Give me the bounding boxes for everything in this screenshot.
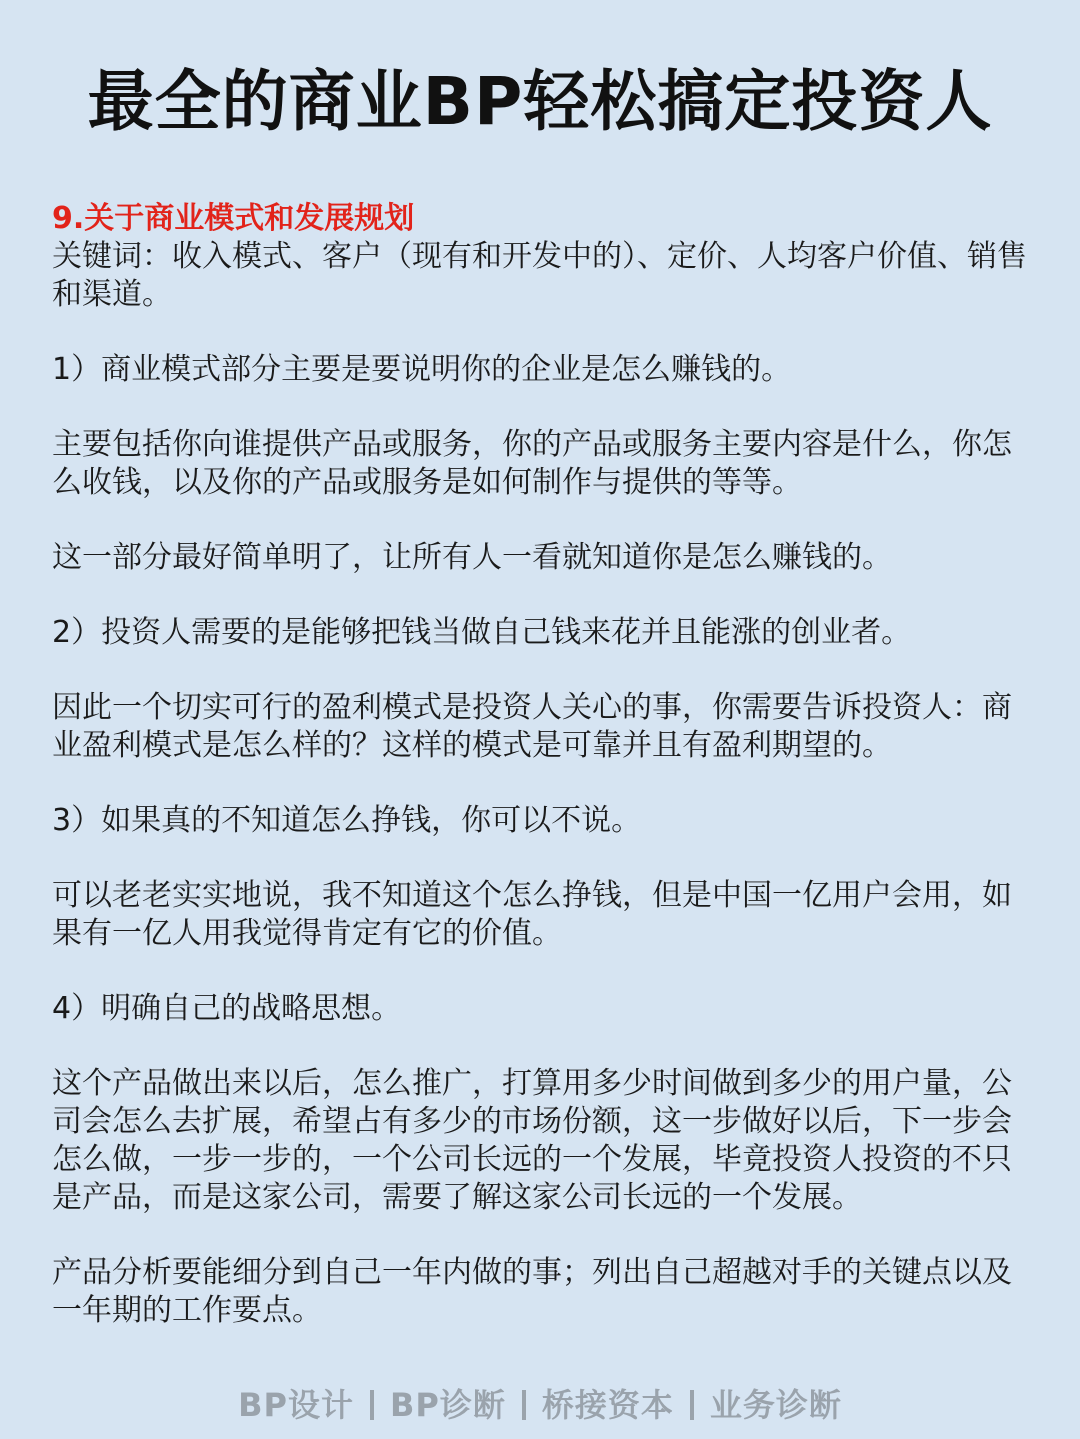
footer-separator [522, 1390, 526, 1420]
footer-item-bp-diagnosis: BP诊断 [389, 1386, 506, 1424]
paragraph-7: 可以老老实实地说，我不知道这个怎么挣钱，但是中国一亿用户会用，如果有一亿人用我觉得肯定有它的价值。 [52, 878, 1012, 951]
section-heading: 9.关于商业模式和发展规划 [52, 201, 415, 236]
paragraph-3: 这一部分最好简单明了，让所有人一看就知道你是怎么赚钱的。 [52, 540, 892, 575]
paragraph-1: 1）商业模式部分主要是要说明你的企业是怎么赚钱的。 [52, 352, 792, 387]
paragraph-9: 这个产品做出来以后，怎么推广，打算用多少时间做到多少的用户量，公司会怎么去扩展，希望占有多少的市场份额，这一步做好以后，下一步会怎么做，一步一步的，一个公司长远的一个发展，毕竟投资人投资的不只是产品，而是这家公司，需要了解这家公司长远的一个发展。 [52, 1066, 1012, 1215]
footer-item-bridge-capital: 桥接资本 [541, 1386, 674, 1424]
paragraph-8: 4）明确自己的战略思想。 [52, 991, 402, 1026]
footer-item-business-diagnosis: 业务诊断 [709, 1386, 842, 1424]
paragraph-10: 产品分析要能细分到自己一年内做的事；列出自己超越对手的关键点以及一年期的工作要点。 [52, 1255, 1012, 1328]
keywords-line: 关键词：收入模式、客户（现有和开发中的）、定价、人均客户价值、销售和渠道。 [52, 239, 1027, 312]
footer-services [0, 1380, 1080, 1426]
paragraph-5: 因此一个切实可行的盈利模式是投资人关心的事，你需要告诉投资人：商业盈利模式是怎么样的？这样的模式是可靠并且有盈利期望的。 [52, 690, 1012, 763]
article-body [52, 200, 1028, 1367]
footer-item-bp-design: BP设计 [238, 1386, 354, 1424]
footer-separator [370, 1390, 374, 1420]
paragraph-6: 3）如果真的不知道怎么挣钱，你可以不说。 [52, 803, 642, 838]
page-title: 最全的商业BP轻松搞定投资人 [87, 63, 993, 140]
paragraph-2: 主要包括你向谁提供产品或服务，你的产品或服务主要内容是什么，你怎么收钱，以及你的产品或服务是如何制作与提供的等等。 [52, 427, 1012, 500]
footer-separator [690, 1390, 694, 1420]
paragraph-4: 2）投资人需要的是能够把钱当做自己钱来花并且能涨的创业者。 [52, 615, 912, 650]
